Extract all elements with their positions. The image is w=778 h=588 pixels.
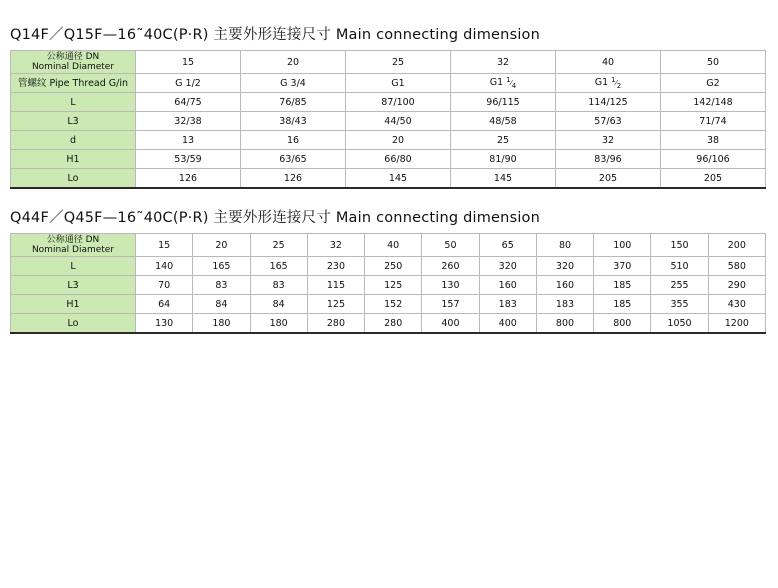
table-cell: 125: [307, 295, 364, 314]
dn-value: 200: [708, 234, 765, 257]
table-cell: 13: [136, 131, 241, 150]
table-cell: 580: [708, 257, 765, 276]
table-cell: 510: [651, 257, 708, 276]
table-cell: 165: [193, 257, 250, 276]
table-cell: 260: [422, 257, 479, 276]
table-cell: 180: [250, 314, 307, 334]
table-cell: 160: [536, 276, 593, 295]
table-cell: 38: [661, 131, 766, 150]
table-cell: 430: [708, 295, 765, 314]
thread-value: G2: [706, 77, 720, 89]
header-row-dn: [11, 51, 766, 74]
thread-value: G1: [594, 77, 612, 88]
table-cell: 145: [451, 169, 556, 189]
table-cell: 230: [307, 257, 364, 276]
table-cell: 53/59: [136, 150, 241, 169]
thread-value: G1: [489, 77, 507, 88]
header-dn-cn: 公称通径 DN: [46, 52, 100, 62]
table-cell: 152: [365, 295, 422, 314]
row-label: H1: [11, 295, 136, 314]
table-cell: 71/74: [661, 112, 766, 131]
table-cell: 290: [708, 276, 765, 295]
table-row: [11, 295, 766, 314]
dn-value: 50: [661, 51, 766, 74]
header-row-dn: [11, 234, 766, 257]
table-cell: 126: [136, 169, 241, 189]
table-cell: 800: [536, 314, 593, 334]
table-cell: 183: [536, 295, 593, 314]
table-cell: 125: [365, 276, 422, 295]
table-cell: 70: [136, 276, 193, 295]
thread-fraction: 1⁄2: [611, 76, 622, 90]
table-cell: 142/148: [661, 93, 766, 112]
table-cell: 96/115: [451, 93, 556, 112]
table-row: [11, 131, 766, 150]
thread-cell: [346, 74, 451, 93]
table-cell: 81/90: [451, 150, 556, 169]
table-cell: 145: [346, 169, 451, 189]
table-cell: 16: [241, 131, 346, 150]
dimension-table-q44f-q45f: [10, 233, 766, 334]
table-cell: 183: [479, 295, 536, 314]
table-cell: 180: [193, 314, 250, 334]
header-dn-en: Nominal Diameter: [31, 245, 115, 255]
thread-cell: [556, 74, 661, 93]
table-cell: 205: [661, 169, 766, 189]
row-label: L3: [11, 112, 136, 131]
thread-cell: [241, 74, 346, 93]
row-label: Lo: [11, 169, 136, 189]
table-cell: 84: [250, 295, 307, 314]
row-label: L3: [11, 276, 136, 295]
table-cell: 126: [241, 169, 346, 189]
table-cell: 63/65: [241, 150, 346, 169]
dn-value: 32: [307, 234, 364, 257]
row-label: L: [11, 93, 136, 112]
header-nominal-diameter: [11, 51, 136, 74]
header-nominal-diameter: [11, 234, 136, 257]
row-pipe-thread: [11, 74, 766, 93]
table-cell: 280: [307, 314, 364, 334]
thread-cell: [136, 74, 241, 93]
thread-value: G 3/4: [280, 77, 306, 89]
dn-value: 15: [136, 234, 193, 257]
table-cell: 114/125: [556, 93, 661, 112]
table-cell: 32: [556, 131, 661, 150]
table-cell: 83: [193, 276, 250, 295]
table-cell: 1200: [708, 314, 765, 334]
table1-title: Q14F／Q15F—16˜40C(P·R) 主要外形连接尺寸 Main connecting dimension: [10, 27, 541, 43]
dn-value: 20: [193, 234, 250, 257]
dn-value: 100: [594, 234, 651, 257]
dimension-table-q14f-q15f: [10, 50, 766, 189]
table-cell: 48/58: [451, 112, 556, 131]
table-row: [11, 150, 766, 169]
table-row: [11, 257, 766, 276]
table-cell: 25: [451, 131, 556, 150]
table-cell: 87/100: [346, 93, 451, 112]
table-cell: 255: [651, 276, 708, 295]
dn-value: 40: [556, 51, 661, 74]
header-dn-en: Nominal Diameter: [31, 62, 115, 72]
thread-fraction: 1⁄4: [506, 76, 517, 90]
table-row: [11, 169, 766, 189]
thread-value: G 1/2: [175, 77, 201, 89]
thread-cell: [661, 74, 766, 93]
table-cell: 355: [651, 295, 708, 314]
table-cell: 140: [136, 257, 193, 276]
table-cell: 205: [556, 169, 661, 189]
dn-value: 25: [346, 51, 451, 74]
fraction-denominator: 2: [616, 82, 622, 90]
row-label: Lo: [11, 314, 136, 334]
table-row: [11, 276, 766, 295]
table-cell: 250: [365, 257, 422, 276]
table-cell: 185: [594, 276, 651, 295]
fraction-numerator: 1: [506, 76, 511, 84]
thread-cell: [451, 74, 556, 93]
table-cell: 64: [136, 295, 193, 314]
dn-value: 80: [536, 234, 593, 257]
table-row: [11, 112, 766, 131]
dn-value: 40: [365, 234, 422, 257]
table-cell: 115: [307, 276, 364, 295]
table-cell: 370: [594, 257, 651, 276]
dn-value: 20: [241, 51, 346, 74]
table-cell: 185: [594, 295, 651, 314]
table-cell: 160: [479, 276, 536, 295]
table-cell: 157: [422, 295, 479, 314]
row-label: L: [11, 257, 136, 276]
dn-value: 32: [451, 51, 556, 74]
table-cell: 280: [365, 314, 422, 334]
table-row: [11, 314, 766, 334]
table-cell: 320: [479, 257, 536, 276]
table-cell: 400: [422, 314, 479, 334]
table-cell: 20: [346, 131, 451, 150]
header-dn-cn: 公称通径 DN: [46, 235, 100, 245]
dn-value: 65: [479, 234, 536, 257]
table-cell: 76/85: [241, 93, 346, 112]
table-cell: 57/63: [556, 112, 661, 131]
table-cell: 83/96: [556, 150, 661, 169]
table-cell: 66/80: [346, 150, 451, 169]
table-cell: 1050: [651, 314, 708, 334]
table-cell: 83: [250, 276, 307, 295]
table-cell: 96/106: [661, 150, 766, 169]
table-cell: 84: [193, 295, 250, 314]
table-cell: 320: [536, 257, 593, 276]
table-cell: 800: [594, 314, 651, 334]
table-row: [11, 93, 766, 112]
table2-title: Q44F／Q45F—16˜40C(P·R) 主要外形连接尺寸 Main connecting dimension: [10, 210, 541, 226]
thread-value: G1: [391, 77, 405, 89]
row-label: H1: [11, 150, 136, 169]
table-cell: 38/43: [241, 112, 346, 131]
fraction-denominator: 4: [511, 82, 517, 90]
table-cell: 64/75: [136, 93, 241, 112]
dn-value: 25: [250, 234, 307, 257]
row-label: 管螺纹 Pipe Thread G/in: [11, 74, 136, 93]
dn-value: 150: [651, 234, 708, 257]
table-cell: 165: [250, 257, 307, 276]
table-cell: 44/50: [346, 112, 451, 131]
table-cell: 130: [422, 276, 479, 295]
dn-value: 50: [422, 234, 479, 257]
fraction-numerator: 1: [611, 76, 616, 84]
table-cell: 400: [479, 314, 536, 334]
table-cell: 32/38: [136, 112, 241, 131]
dn-value: 15: [136, 51, 241, 74]
row-label: d: [11, 131, 136, 150]
table-cell: 130: [136, 314, 193, 334]
